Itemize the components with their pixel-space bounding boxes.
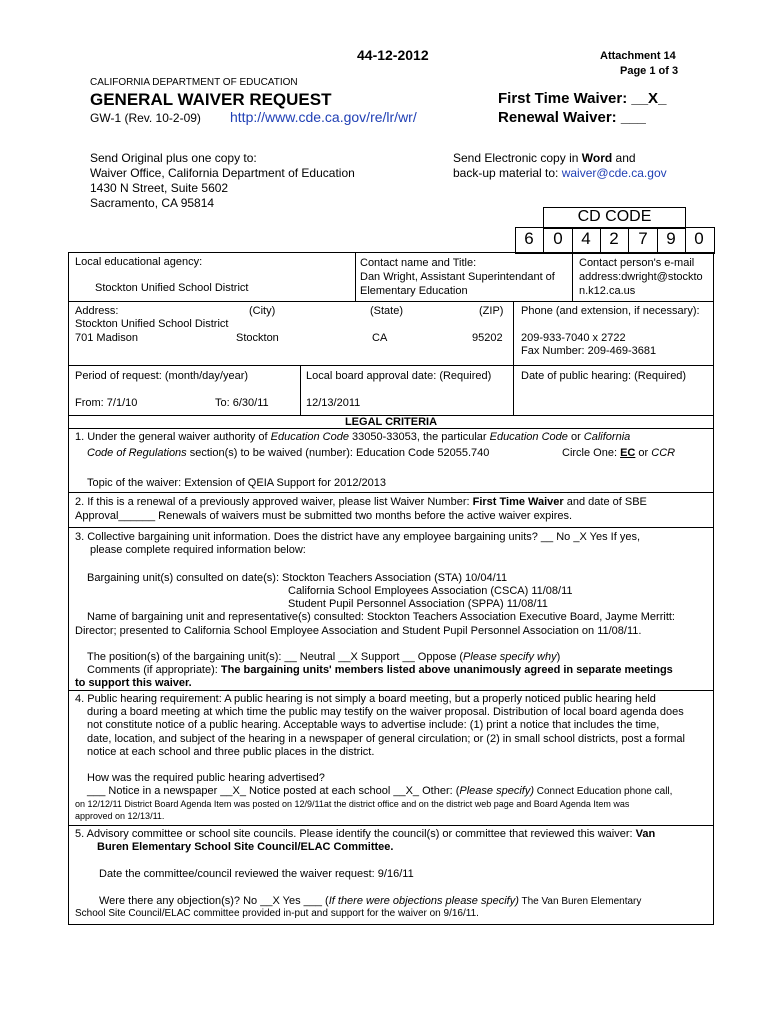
cd-digit: 6 (524, 229, 534, 248)
section-3-line1: 3. Collective bargaining unit information. Does the district have any employee bargaining units? __ No _X Yes If yes, (75, 531, 640, 543)
objections-line2: School Site Council/ELAC committee provided in-put and support for the waiver on 9/16/11. (75, 908, 479, 919)
board-approval-date: 12/13/2011 (306, 397, 361, 409)
cd-digit: 0 (694, 229, 704, 248)
public-hearing-label: Date of public hearing: (Required) (521, 370, 687, 382)
form-number: 44-12-2012 (357, 47, 429, 63)
bargaining-csca: California School Employees Association (CSCA) 11/08/11 (288, 585, 573, 597)
page-number: Page 1 of 3 (620, 65, 679, 77)
bargaining-rep-line1: Name of bargaining unit and representative(s) consulted: Stockton Teachers Association Executive Board, Jayme Merritt: (87, 611, 675, 623)
bargaining-comments-cont: to support this waiver. (75, 677, 192, 689)
section-5-line2: Buren Elementary School Site Council/ELAC Committee. (97, 841, 394, 853)
period-to: To: 6/30/11 (215, 397, 269, 409)
address-line2: 701 Madison (75, 332, 138, 344)
state-value: CA (372, 332, 388, 344)
address-line1: Stockton Unified School District (75, 318, 229, 330)
hearing-advertised-detail1: on 12/12/11 District Board Agenda Item was posted on 12/9/11at the district office and on the district web page and Board Agenda Item was (75, 799, 630, 809)
hearing-advertised-options: ___ Notice in a newspaper __X_ Notice posted at each school __X_ Other: (Please specify) Connect Education phone call, (87, 785, 673, 797)
renewal-waiver: Renewal Waiver: ___ (498, 109, 646, 126)
section-2-line2: Approval______ Renewals of waivers must be submitted two months before the active waiver expires. (75, 510, 573, 522)
circle-one: Circle One: EC or CCR (562, 447, 676, 459)
zip-value: 95202 (472, 332, 503, 344)
objections-line1: Were there any objection(s)? No __X Yes ___ (If there were objections please specify) The Van Buren Elementary (99, 895, 642, 907)
lea-label: Local educational agency: (75, 256, 203, 268)
bargaining-position: The position(s) of the bargaining unit(s): __ Neutral __X Support __ Oppose (Please specify why) (87, 651, 561, 663)
section-4-line3: not constitute notice of a public hearing. Acceptable ways to advertise include: (1) print a notice that includes the time, (87, 719, 660, 731)
contact-email: Contact person's e-mail address:dwright@stockto n.k12.ca.us (579, 257, 703, 297)
cd-digit: 4 (581, 229, 591, 248)
legal-criteria-heading: LEGAL CRITERIA (344, 416, 438, 428)
fax-value: Fax Number: 209-469-3681 (521, 345, 657, 357)
state-label: (State) (370, 305, 404, 317)
period-from: From: 7/1/10 (75, 397, 138, 409)
section-4-line1: 4. Public hearing requirement: A public hearing is not simply a board meeting, but a properly noticed public hearing held (75, 693, 656, 705)
section-1-line1: 1. Under the general waiver authority of Education Code 33050-33053, the particular Education Code or California (75, 431, 631, 443)
address-label: Address: (75, 305, 119, 317)
cd-digit: 9 (666, 229, 676, 248)
bargaining-sta: Bargaining unit(s) consulted on date(s): Stockton Teachers Association (STA) 10/04/11 (87, 572, 508, 584)
phone-label: Phone (and extension, if necessary): (521, 305, 700, 317)
section-5-line1: 5. Advisory committee or school site councils. Please identify the council(s) or committee that reviewed this waiver: Van (75, 828, 656, 840)
section-4-line2: during a board meeting at which time the public may testify on the waiver proposal. Distribution of local board agenda does (87, 706, 684, 718)
section-2-line1: 2. If this is a renewal of a previously approved waiver, please list Waiver Number: First Time Waiver and date of SBE (75, 496, 647, 508)
send-electronic: Send Electronic copy in Word and back-up material to: waiver@cde.ca.gov (453, 151, 667, 180)
section-1-line2: Code of Regulations section(s) to be waived (number): Education Code 52055.740 (87, 447, 490, 459)
waiver-url-link[interactable]: http://www.cde.ca.gov/re/lr/wr/ (230, 109, 417, 125)
period-label: Period of request: (month/day/year) (75, 370, 249, 382)
first-time-waiver: First Time Waiver: __X_ (498, 90, 667, 107)
waiver-email-link[interactable]: waiver@cde.ca.gov (561, 166, 667, 180)
bargaining-comments: Comments (if appropriate): The bargaining units' members listed above unanimously agreed in separate meetings (87, 664, 673, 676)
city-label: (City) (249, 305, 276, 317)
bargaining-sppa: Student Pupil Personnel Association (SPPA) 11/08/11 (288, 598, 548, 610)
page-title: GENERAL WAIVER REQUEST (90, 90, 332, 109)
bargaining-rep-line2: Director; presented to California School Employee Association and Student Pupil Personnel Association on 11/08/11. (75, 625, 642, 637)
committee-review-date: Date the committee/council reviewed the waiver request: 9/16/11 (99, 868, 414, 880)
cd-digit: 7 (638, 229, 648, 248)
hearing-advertised-question: How was the required public hearing advertised? (87, 772, 325, 784)
zip-label: (ZIP) (479, 305, 504, 317)
section-3-line2: please complete required information below: (90, 544, 306, 556)
cd-code-label: CD CODE (577, 208, 652, 225)
city-value: Stockton (236, 332, 279, 344)
contact-info: Contact name and Title: Dan Wright, Assistant Superintendant of Elementary Education (360, 257, 555, 297)
phone-value: 209-933-7040 x 2722 (521, 332, 626, 344)
section-4-line5: notice at each school and three public places in the district. (87, 746, 375, 758)
waiver-topic: Topic of the waiver: Extension of QEIA Support for 2012/2013 (87, 477, 387, 489)
board-approval-label: Local board approval date: (Required) (306, 370, 492, 382)
cd-digit: 0 (553, 229, 563, 248)
section-4-line4: date, location, and subject of the hearing in a newspaper of general circulation; or (2) in small school districts, post a formal (87, 733, 685, 745)
hearing-advertised-detail2: approved on 12/13/11. (75, 811, 165, 821)
lea-value: Stockton Unified School District (95, 282, 249, 294)
send-original: Send Original plus one copy to: Waiver Office, California Department of Education 1430 N Street, Suite 5602 Sacramento, CA 95814 (90, 151, 355, 210)
department-name: CALIFORNIA DEPARTMENT OF EDUCATION (90, 77, 298, 88)
cd-digit: 2 (609, 229, 619, 248)
attachment-label: Attachment 14 (600, 50, 676, 62)
form-id: GW-1 (Rev. 10-2-09) (90, 111, 201, 125)
